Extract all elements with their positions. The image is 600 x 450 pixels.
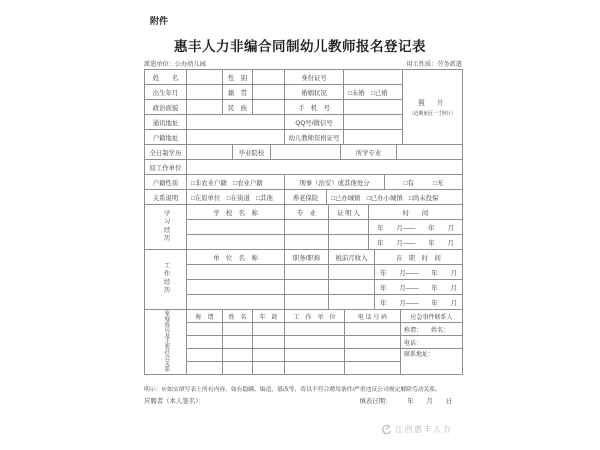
family-row-relation-cell (187, 362, 223, 375)
birth-date-value-cell (187, 85, 223, 100)
family-row-name-cell (223, 349, 253, 362)
gender-label: 性 别 (223, 70, 253, 85)
name-value-cell (187, 70, 223, 85)
registration-table (144, 70, 462, 375)
criminal-record-options: □有 □无 (385, 175, 463, 190)
work-income-column-header: 税前月收入 (329, 250, 375, 265)
family-row-employer-cell (285, 323, 345, 336)
household-type-label: 户籍性质 (145, 175, 187, 190)
criminal-record-label: 刑事（治安）或其他处分 (285, 175, 385, 190)
form-title: 惠丰人力非编合同制幼儿教师报名登记表 (174, 39, 426, 54)
family-row-name-cell (223, 362, 253, 375)
education-history-table (144, 204, 463, 250)
political-status-label: 政治面貌 (145, 100, 187, 115)
family-row-age-cell (253, 323, 285, 336)
qq-wechat-value-cell (344, 115, 403, 130)
form-subheader (144, 59, 462, 68)
teacher-cert-label: 幼儿教师资格证号 (285, 130, 344, 145)
birth-date-label: 出生年月 (145, 85, 187, 100)
employment-type-label: 用工性质：劳务派遣 (406, 61, 462, 68)
native-place-value-cell (253, 85, 285, 100)
family-row-age-cell (253, 336, 285, 349)
fulltime-education-value-cell (187, 145, 233, 160)
edu-school-column-header: 学 校 名 称 (187, 205, 285, 220)
company-watermark-text: 江西惠丰人力 (395, 425, 452, 434)
education-line-table (144, 144, 463, 160)
previous-employer-value-cell (187, 160, 463, 175)
family-row-employer-cell (285, 362, 345, 375)
family-row-name-cell (223, 323, 253, 336)
family-row-phone-cell (345, 349, 401, 362)
emergency-contact-header: 应急事件联系人 (401, 310, 463, 323)
relation-note-label: 关系说明 (145, 190, 187, 205)
family-row-phone-cell (345, 323, 401, 336)
work-row-income-cell (329, 265, 375, 280)
basic-info-table (144, 69, 463, 145)
work-tenure-column-header: 在 职 时 间 (375, 250, 463, 265)
edu-row-major-cell (285, 235, 329, 250)
marital-status-options: □未婚 □已婚 (344, 85, 403, 100)
family-section-label: 家庭成员及主要社会关系 (145, 310, 187, 375)
household-type-table (144, 174, 463, 190)
edu-row-reference-cell (329, 235, 369, 250)
family-relation-column-header: 称 谓 (187, 310, 223, 323)
graduate-school-value-cell (271, 145, 341, 160)
work-row-tenure-cell: 年 月—— 年 月 (375, 280, 463, 295)
edu-row-period-cell: 年 月—— 年 月 (369, 235, 463, 250)
edu-row-period-cell: 年 月—— 年 月 (369, 220, 463, 235)
family-row-relation-cell (187, 349, 223, 362)
major-value-cell (397, 145, 463, 160)
family-age-column-header: 年 龄 (253, 310, 285, 323)
photo-note: （近期免冠一寸照片） (409, 112, 456, 117)
graduate-school-label: 毕业院校 (233, 145, 271, 160)
family-row-employer-cell (285, 349, 345, 362)
edu-row-school-cell (187, 220, 285, 235)
emergency-name-line: 称谓： 姓名： (401, 323, 463, 336)
household-type-options: □非农业户籍 □农业户籍 (187, 175, 285, 190)
edu-row-major-cell (285, 220, 329, 235)
work-row-income-cell (329, 280, 375, 295)
household-address-value-cell (187, 130, 285, 145)
work-history-section-label: 工作经历 (145, 250, 187, 310)
relation-pension-table (144, 189, 463, 205)
pension-options: □已办城镇 □已办小城镇 □尚未投保 (327, 190, 463, 205)
family-phone-column-header: 电 话 号 码 (345, 310, 401, 323)
photo-box (403, 70, 463, 145)
gender-value-cell (253, 70, 285, 85)
native-place-label: 籍 贯 (223, 85, 253, 100)
work-row-position-cell (285, 280, 329, 295)
marital-status-label: 婚姻状况 (285, 85, 344, 100)
applicant-signature-label: 应聘者（本人签名）： (144, 398, 205, 405)
company-logo-icon (381, 424, 392, 435)
family-row-name-cell (223, 336, 253, 349)
ethnicity-label: 民 族 (223, 100, 253, 115)
work-position-column-header: 职务/职称 (285, 250, 329, 265)
name-label: 姓 名 (145, 70, 187, 85)
mobile-value-cell (344, 100, 403, 115)
edu-major-column-header: 专 业 (285, 205, 329, 220)
family-table (144, 309, 463, 375)
edu-period-column-header: 时 间 (369, 205, 463, 220)
work-employer-column-header: 单 位 名 称 (187, 250, 285, 265)
previous-employer-table (144, 159, 463, 175)
family-row-phone-cell (345, 336, 401, 349)
pension-label: 养老保险 (285, 190, 327, 205)
edu-row-school-cell (187, 235, 285, 250)
mailing-address-label: 通讯地址 (145, 115, 187, 130)
work-row-income-cell (329, 295, 375, 310)
ethnicity-value-cell (253, 100, 285, 115)
edu-row-reference-cell (329, 220, 369, 235)
signature-row (144, 396, 462, 405)
family-row-phone-cell (345, 362, 401, 375)
family-row-employer-cell (285, 336, 345, 349)
company-watermark (381, 424, 452, 435)
work-row-employer-cell (187, 280, 285, 295)
qq-wechat-label: QQ号/微信号 (285, 115, 344, 130)
family-row-age-cell (253, 362, 285, 375)
family-name-column-header: 姓 名 (223, 310, 253, 323)
family-employer-column-header: 工 作 单 位 (285, 310, 345, 323)
emergency-address-line: 联系地址： (401, 349, 463, 375)
mailing-address-value-cell (187, 115, 285, 130)
id-number-value-cell (344, 70, 403, 85)
work-row-tenure-cell: 年 月—— 年 月 (375, 265, 463, 280)
work-row-position-cell (285, 295, 329, 310)
relation-options: □在原单位 □在街道 □其他 (187, 190, 285, 205)
id-number-label: 身份证号 (285, 70, 344, 85)
work-history-table (144, 249, 463, 310)
political-status-value-cell (187, 100, 223, 115)
teacher-cert-value-cell (344, 130, 403, 145)
truthfulness-notice: 明示：应如实填写表上所有内容，如有隐瞒、编造、篡改等，将以不符合聘用条件/严重违反公司规定解除劳动关系。 (144, 387, 441, 393)
education-history-section-label: 学习经历 (145, 205, 187, 250)
emergency-phone-line: 电话： (401, 336, 463, 349)
attachment-label: 附件 (150, 16, 169, 26)
mobile-label: 手 机 号 (285, 100, 344, 115)
edu-reference-column-header: 证 明 人 (329, 205, 369, 220)
fill-date-label: 填表日期： 年 月 日 (359, 398, 452, 405)
photo-label: 照 片 (418, 100, 447, 107)
fulltime-education-label: 全日制学历 (145, 145, 187, 160)
work-row-tenure-cell: 年 月—— 年 月 (375, 295, 463, 310)
work-row-employer-cell (187, 295, 285, 310)
dispatch-unit-label: 派遣单位：公办幼儿园 (144, 61, 206, 68)
family-row-age-cell (253, 349, 285, 362)
work-row-employer-cell (187, 265, 285, 280)
previous-employer-label: 原工作单位 (145, 160, 187, 175)
work-row-position-cell (285, 265, 329, 280)
household-address-label: 户籍地址 (145, 130, 187, 145)
family-row-relation-cell (187, 323, 223, 336)
major-label: 所学专业 (341, 145, 397, 160)
family-row-relation-cell (187, 336, 223, 349)
